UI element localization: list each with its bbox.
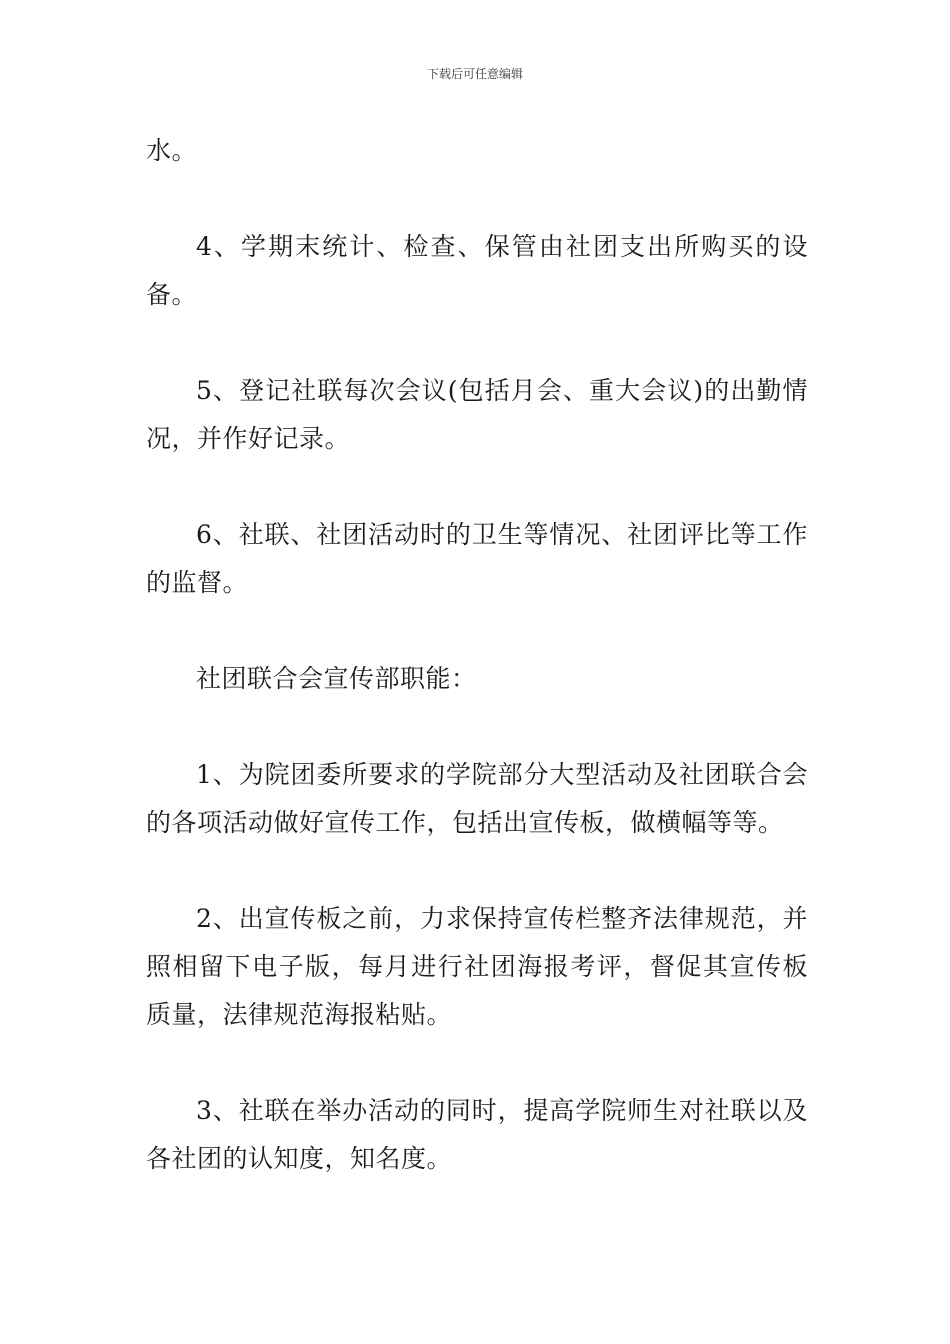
paragraph-publicity-3: 3、社联在举办活动的同时，提高学院师生对社联以及各社团的认知度，知名度。 xyxy=(146,1096,808,1173)
paragraph-publicity-1: 1、为院团委所要求的学院部分大型活动及社团联合会的各项活动做好宣传工作，包括出宣传板，做横幅等等。 xyxy=(146,760,808,837)
paragraph-item-5: 5、登记社联每次会议(包括月会、重大会议)的出勤情况，并作好记录。 xyxy=(146,376,808,453)
paragraph-continuation: 水。 xyxy=(146,136,198,165)
paragraph-item-6: 6、社联、社团活动时的卫生等情况、社团评比等工作的监督。 xyxy=(146,520,808,597)
paragraph-item-4: 4、学期末统计、检查、保管由社团支出所购买的设备。 xyxy=(146,232,808,309)
section-heading-publicity: 社团联合会宣传部职能： xyxy=(196,664,477,693)
paragraph-publicity-2: 2、出宣传板之前，力求保持宣传栏整齐法律规范，并照相留下电子版，每月进行社团海报考评，督促其宣传板质量，法律规范海报粘贴。 xyxy=(146,904,808,1029)
document-body xyxy=(146,127,808,1231)
page-header: 下载后可任意编辑 xyxy=(426,67,523,81)
